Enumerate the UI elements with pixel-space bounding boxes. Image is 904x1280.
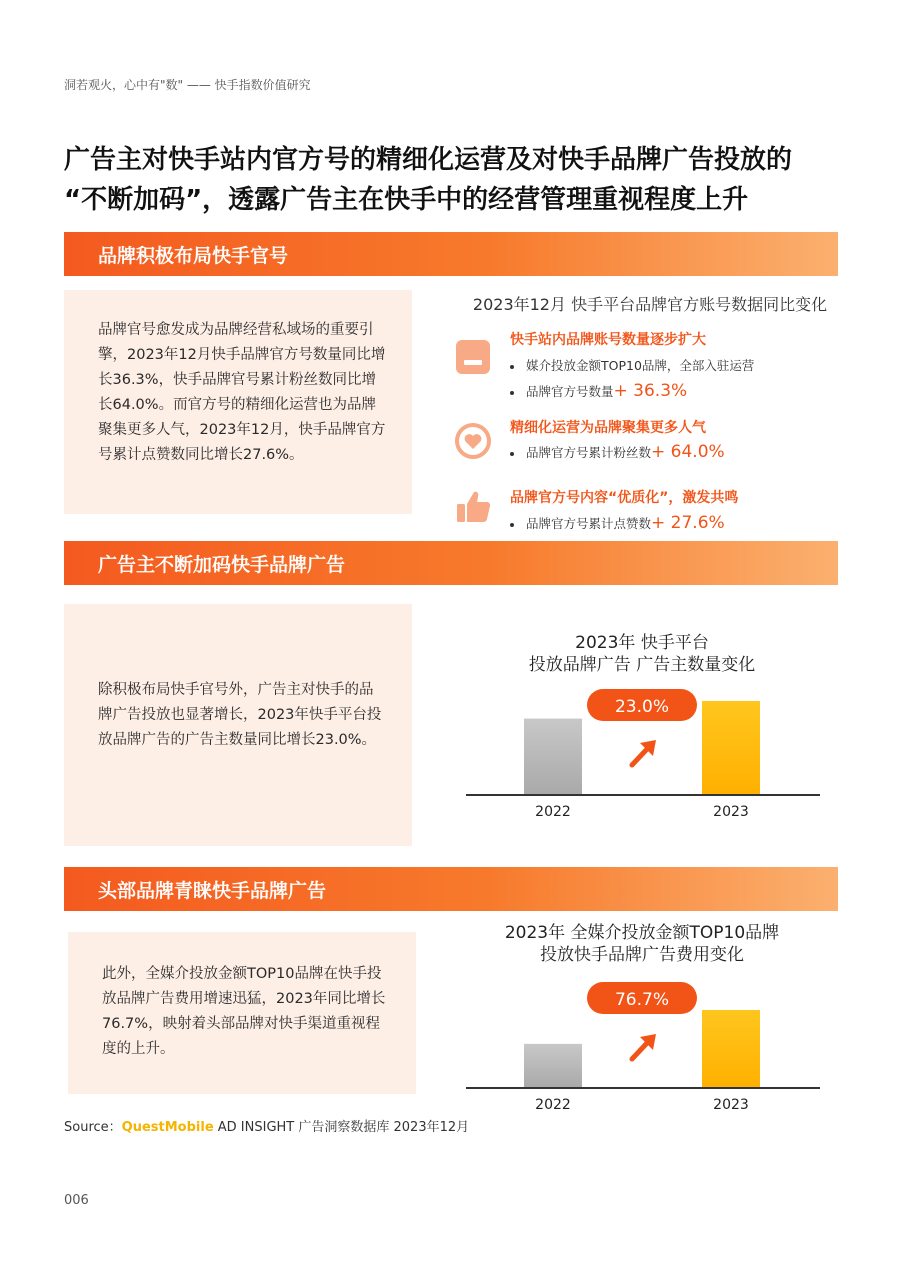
account-count-growth: + 36.3%	[613, 381, 688, 401]
chart-2-growth-arrow-icon	[632, 1042, 648, 1059]
chart-1-xtick-2022: 2022	[535, 804, 571, 820]
section-2-paragraph: 除积极布局快手官号外，广告主对快手的品牌广告投放也显著增长，2023年快手平台投放品牌广告的广告主数量同比增长23.0%。	[98, 682, 382, 748]
page-title-line-1: 广告主对快手站内官方号的精细化运营及对快手品牌广告投放的	[64, 145, 793, 175]
likes-growth: + 27.6%	[651, 513, 725, 533]
questmobile-brand: QuestMobile	[121, 1120, 214, 1135]
feature-2-bullet-1-text: 品牌官方号累计粉丝数	[526, 445, 652, 460]
section-1-heading: 品牌积极布局快手官号	[98, 245, 289, 267]
feature-3-heading: 品牌官方号内容“优质化”，激发共鸣	[510, 490, 739, 506]
chart-2-bar-2023	[702, 1010, 760, 1088]
source-note	[64, 1116, 469, 1135]
chart-2-xtick-2023: 2023	[713, 1097, 749, 1113]
feature-3-bullet-1-text: 品牌官方号累计点赞数	[526, 516, 652, 531]
source-rest: AD INSIGHT 广告洞察数据库 2023年12月	[213, 1120, 470, 1135]
official-account-panel-title: 2023年12月 快手平台品牌官方账号数据同比变化	[472, 295, 828, 314]
chart-2-title-line-2: 投放快手品牌广告费用变化	[540, 945, 744, 965]
chart-1-title-line-2: 投放品牌广告 广告主数量变化	[528, 655, 756, 675]
chart-1-title-line-1: 2023年 快手平台	[575, 633, 709, 653]
section-3-heading: 头部品牌青睐快手品牌广告	[98, 880, 327, 902]
source-prefix: Source：	[64, 1120, 122, 1135]
chart-1-growth-label: 23.0%	[614, 697, 670, 717]
chart-1-xtick-2023: 2023	[713, 804, 749, 820]
section-3-paragraph: 此外，全媒介投放金额TOP10品牌在快手投放品牌广告费用增速迅猛，2023年同比增长76.7%，映射着头部品牌对快手渠道重视程度的上升。	[102, 966, 386, 1057]
page-title-line-2: “不断加码”，透露广告主在快手中的经营管理重视程度上升	[64, 185, 749, 215]
chart-2-title-line-1: 2023年 全媒介投放金额TOP10品牌	[504, 923, 780, 943]
feature-2-heading: 精细化运营为品牌聚集更多人气	[510, 420, 706, 436]
section-1-paragraph: 品牌官号愈发成为品牌经营私域场的重要引擎，2023年12月快手品牌官方号数量同比增长36.3%，快手品牌官号累计粉丝数同比增长64.0%。而官方号的精细化运营也为品牌聚集更多人气，2023年12月，快手品牌官方号累计点赞数同比增长27.6%。	[98, 322, 386, 463]
chart-2-growth-label: 76.7%	[614, 990, 670, 1010]
feature-1-bullet-2-text: 品牌官方号数量	[526, 384, 614, 399]
report-header-tag: 洞若观火，心中有"数" —— 快手指数价值研究	[64, 78, 311, 92]
feature-1-heading: 快手站内品牌账号数量逐步扩大	[510, 332, 706, 348]
feature-1-bullet-1-text: 媒介投放金额TOP10品牌，全部入驻运营	[526, 358, 755, 373]
page-number: 006	[64, 1193, 89, 1208]
chart-2-xtick-2022: 2022	[535, 1097, 571, 1113]
chart-2-bar-2022	[524, 1044, 582, 1088]
section-2-heading: 广告主不断加码快手品牌广告	[98, 554, 346, 576]
follower-growth: + 64.0%	[651, 442, 725, 462]
